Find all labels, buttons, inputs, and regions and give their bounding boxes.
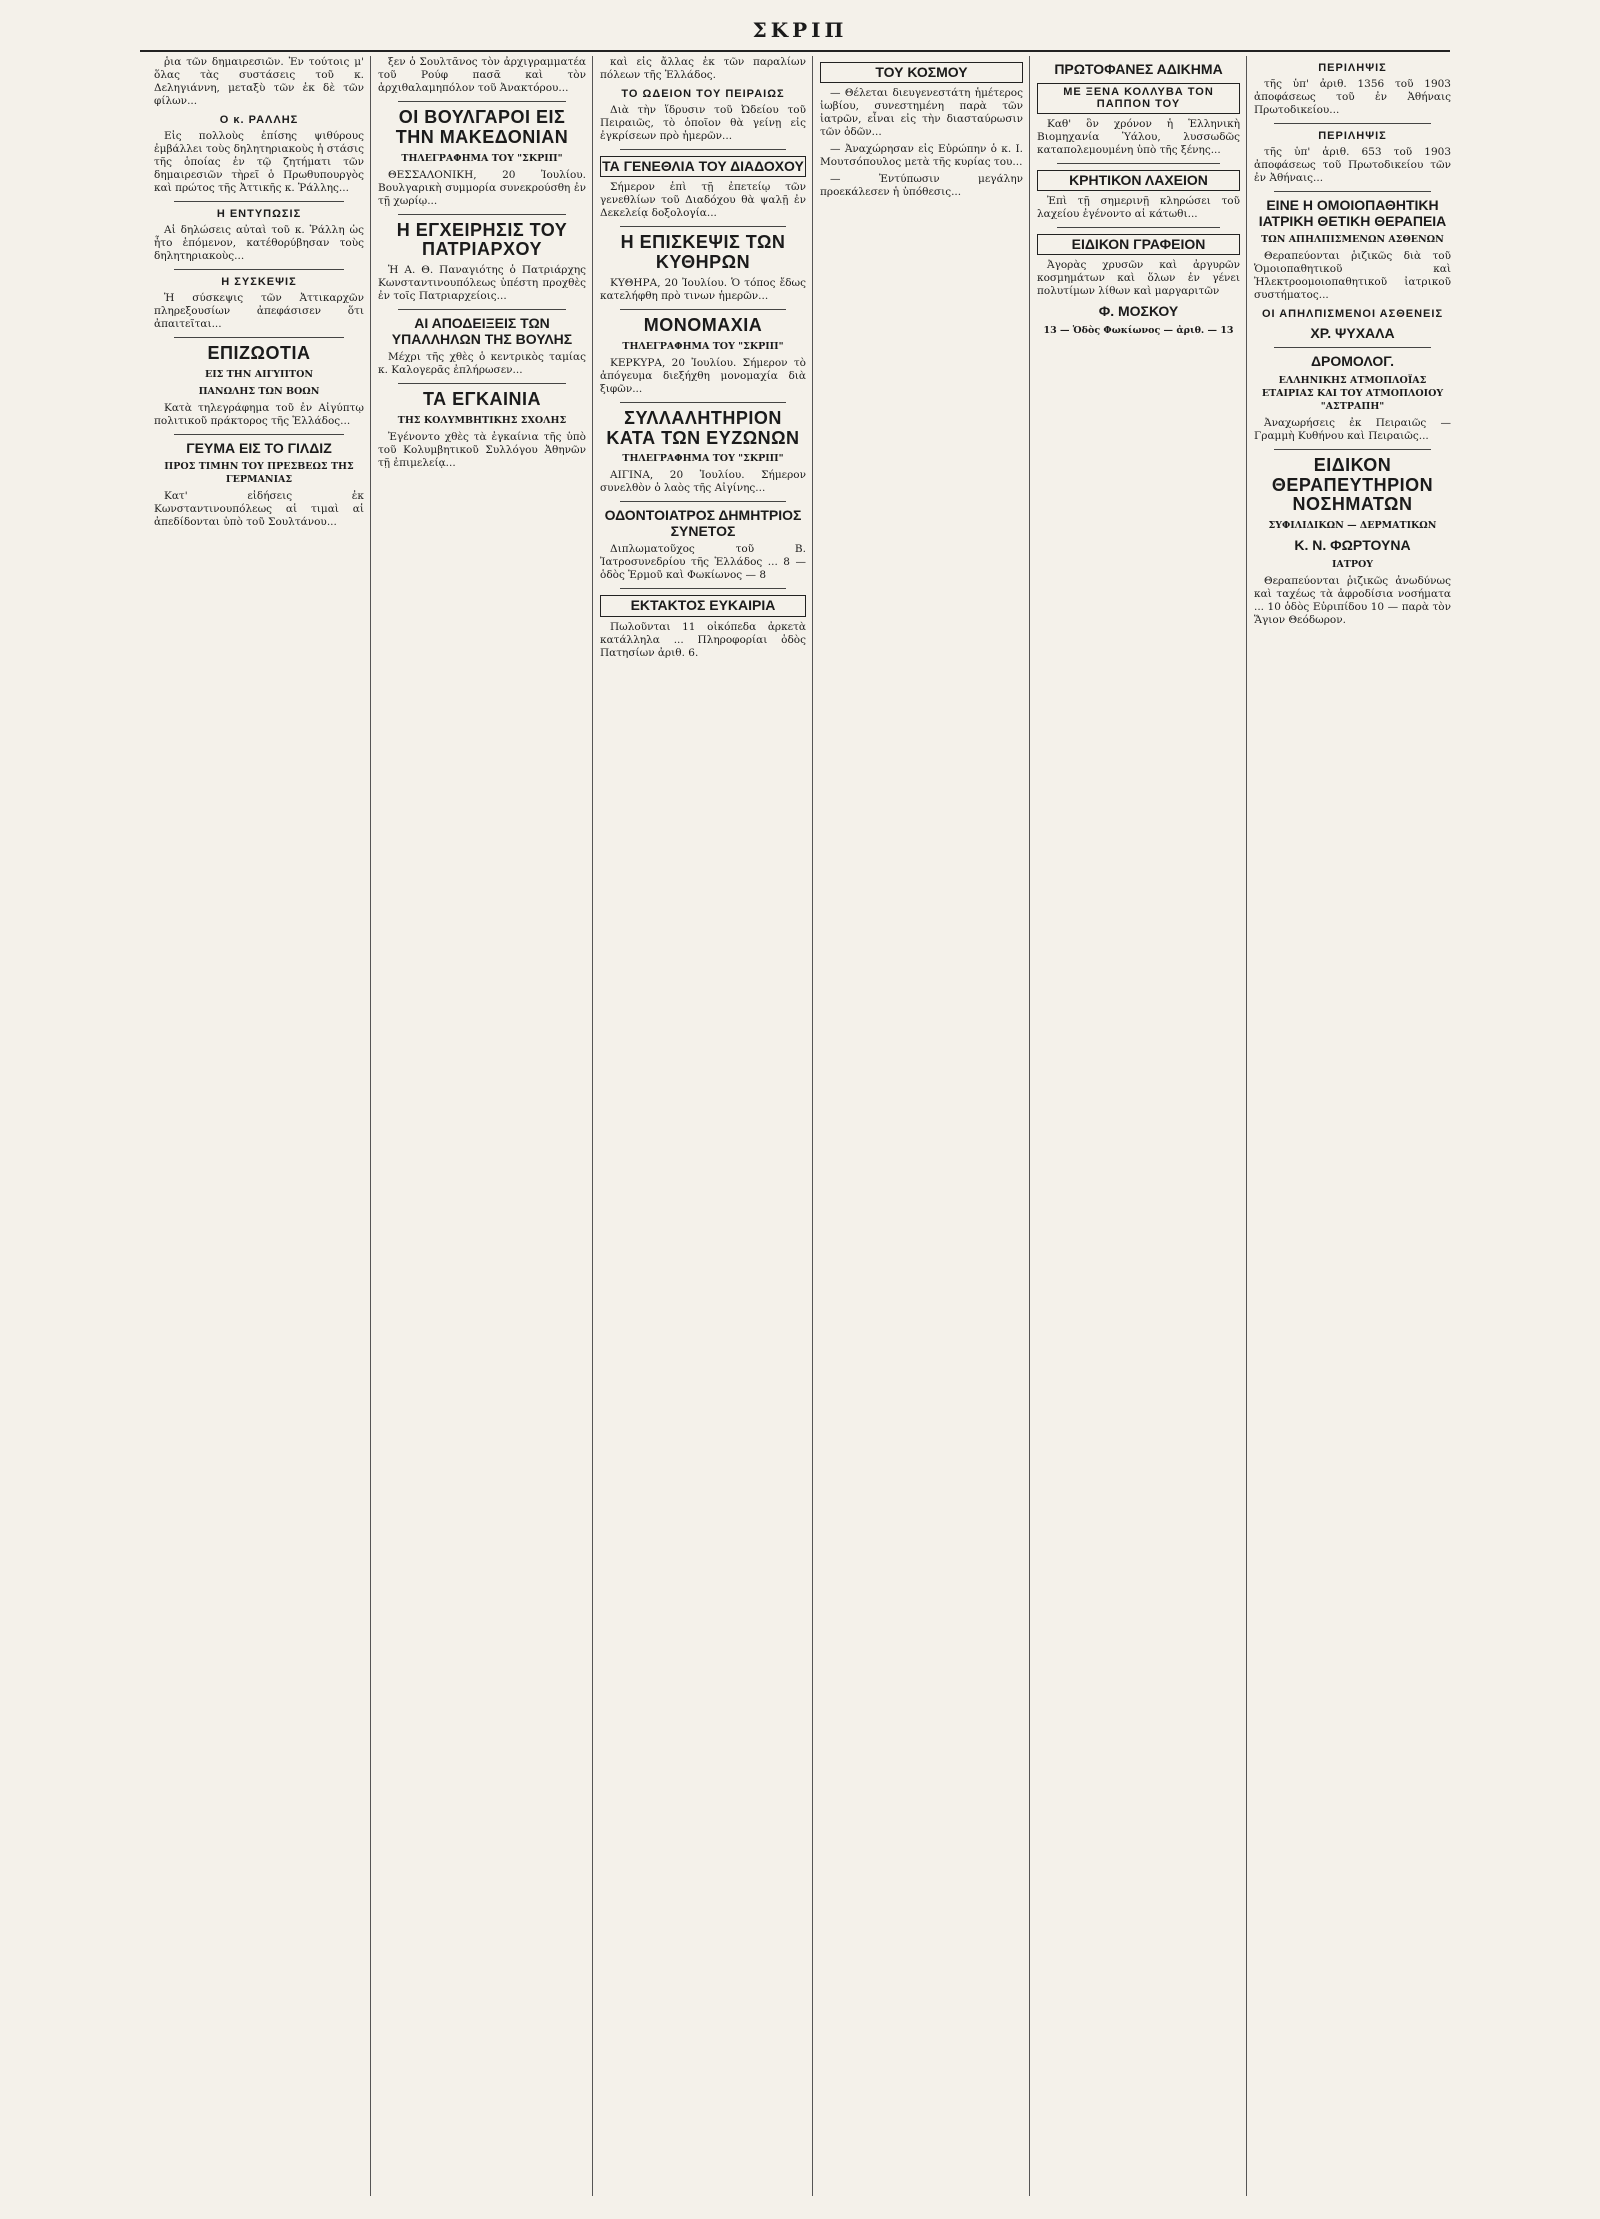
article-text: Ἡ σύσκεψις τῶν Ἀττικαρχῶν πληρεξουσίων ἀπεφάσισεν ὅτι ἀπαιτεῖται... [154, 292, 364, 331]
section-heading: Ο κ. ΡΑΛΛΗΣ [219, 114, 299, 126]
article-text: Σήμερον ἐπὶ τῇ ἐπετείῳ τῶν γενεθλίων τοῦ Διαδόχου θὰ ψαλῇ ἐν Δεκελείᾳ δοξολογία... [600, 181, 806, 220]
advertisement-text: Πωλοῦνται 11 οἰκόπεδα ἀρκετὰ κατάλληλα ... Πληροφορίαι ὁδὸς Πατησίων ἀριθ. 6. [600, 620, 806, 659]
article-subheading: ΤΗΛΕΓΡΑΦΗΜΑ ΤΟΥ "ΣΚΡΙΠ" [622, 453, 784, 465]
column-rule [370, 56, 371, 2196]
section-heading: Η ΕΝΤΥΠΩΣΙΣ [216, 208, 302, 221]
column-rule [1246, 56, 1247, 2196]
article-text: Ἐγένοντο χθὲς τὰ ἐγκαίνια τῆς ὑπὸ τοῦ Κολυμβητικοῦ Συλλόγου Ἀθηνῶν τῇ ἐπιμελείᾳ... [378, 430, 586, 469]
article-headline: ΓΕΥΜΑ ΕΙΣ ΤΟ ΓΙΛΔΙΖ [186, 440, 332, 457]
advertisement-headline: ΕΙΔΙΚΟΝ ΘΕΡΑΠΕΥΤΗΡΙΟΝ ΝΟΣΗΜΑΤΩΝ [1271, 454, 1434, 515]
article-subheading: ΕΙΣ ΤΗΝ ΑΙΓΥΠΤΟΝ [204, 369, 314, 381]
divider [398, 214, 566, 215]
article-headline: ΑΙ ΑΠΟΔΕΙΞΕΙΣ ΤΩΝ ΥΠΑΛΛΗΛΩΝ ΤΗΣ ΒΟΥΛΗΣ [391, 315, 573, 347]
divider [620, 149, 786, 150]
divider [620, 501, 786, 502]
article-subheading: ΤΗΛΕΓΡΑΦΗΜΑ ΤΟΥ "ΣΚΡΙΠ" [401, 152, 563, 164]
advertiser-name: Κ. Ν. ΦΩΡΤΟΥΝΑ [1294, 537, 1411, 554]
article-text: ΑΙΓΙΝΑ, 20 Ἰουλίου. Σήμερον συνελθὸν ὁ λαὸς τῆς Αἰγίνης... [600, 469, 806, 495]
advertisement-headline: ΟΔΟΝΤΟΙΑΤΡΟΣ ΔΗΜΗΤΡΙΟΣ ΣΥΝΕΤΟΣ [604, 507, 802, 539]
article-subheading: ΤΗΛΕΓΡΑΦΗΜΑ ΤΟΥ "ΣΚΡΙΠ" [622, 340, 784, 352]
advertisement-subheading: ΕΛΛΗΝΙΚΗΣ ΑΤΜΟΠΛΟΪΑΣ ΕΤΑΙΡΙΑΣ ΚΑΙ ΤΟΥ ΑΤΜΟΠΛΟΙΟΥ "ΑΣΤΡΑΠΗ" [1261, 374, 1444, 412]
article-headline: Η ΕΓΧΕΙΡΗΣΙΣ ΤΟΥ ΠΑΤΡΙΑΡΧΟΥ [396, 219, 568, 260]
divider [1274, 449, 1431, 450]
divider [174, 269, 344, 270]
section-heading: Η ΣΥΣΚΕΨΙΣ [221, 276, 297, 289]
divider [620, 309, 786, 310]
section-heading: ΤΟ ΩΔΕΙΟΝ ΤΟΥ ΠΕΙΡΑΙΩΣ [621, 88, 785, 100]
article-text: ΚΕΡΚΥΡΑ, 20 Ἰουλίου. Σήμερον τὸ ἀπόγευμα διεξήχθη μονομαχία διὰ ξιφῶν... [600, 356, 806, 395]
advertisement-text: Ἀναχωρήσεις ἐκ Πειραιῶς — Γραμμὴ Κυθήνου καὶ Πειραιῶς... [1254, 416, 1451, 442]
article-headline: ΚΡΗΤΙΚΟΝ ΛΑΧΕΙΟΝ [1037, 170, 1240, 191]
column-6 [1250, 56, 1455, 2206]
advertiser-address: 13 — Ὁδὸς Φωκίωνος — ἀριθ. — 13 [1043, 324, 1234, 336]
article-text: Ἐπὶ τῇ σημερινῇ κληρώσει τοῦ λαχείου ἐγένοντο αἱ κάτωθι... [1037, 194, 1240, 220]
section-heading: ΤΟΥ ΚΟΣΜΟΥ [820, 62, 1023, 83]
divider [620, 402, 786, 403]
article-text: Μέχρι τῆς χθὲς ὁ κεντρικὸς ταμίας κ. Καλογερᾶς ἐπλήρωσεν... [378, 350, 586, 376]
divider [174, 201, 344, 202]
advertiser-role: ΙΑΤΡΟΥ [1331, 558, 1374, 570]
article-text: Ἡ Α. Θ. Παναγιότης ὁ Πατριάρχης Κωνσταντινουπόλεως ὑπέστη προχθὲς ἐν τοῖς Πατριαρχείοις... [378, 264, 586, 303]
advertisement-subheading: ΤΩΝ ΑΠΗΛΠΙΣΜΕΝΩΝ ΑΣΘΕΝΩΝ [1261, 233, 1444, 245]
divider [620, 226, 786, 227]
article-subheading: ΤΗΣ ΚΟΛΥΜΒΗΤΙΚΗΣ ΣΧΟΛΗΣ [397, 414, 567, 426]
masthead: ΣΚΡΙΠ [752, 18, 848, 42]
column-rule [1029, 56, 1030, 2196]
article-text: — Ἀναχώρησαν εἰς Εὐρώπην ὁ κ. Ι. Μουτσόπουλος μετὰ τῆς κυρίας του... [820, 143, 1023, 169]
divider [398, 101, 566, 102]
advertisement-headline: ΔΡΟΜΟΛΟΓ. [1310, 353, 1395, 370]
advertiser-name: Φ. ΜΟΣΚΟΥ [1098, 303, 1179, 320]
article-headline: ΟΙ ΒΟΥΛΓΑΡΟΙ ΕΙΣ ΤΗΝ ΜΑΚΕΔΟΝΙΑΝ [395, 107, 569, 147]
article-headline: ΕΠΙΖΩΟΤΙΑ [207, 343, 311, 364]
advertisement-text: Θεραπεύονται ῥιζικῶς διὰ τοῦ Ὁμοιοπαθητικοῦ καὶ Ἠλεκτροομοιοπαθητικοῦ ἰατρικοῦ συστήματος... [1254, 249, 1451, 301]
advertisement-text: Θεραπεύονται ῥιζικῶς ἀνωδύνως καὶ ταχέως τὰ ἀφροδίσια νοσήματα ... 10 ὁδὸς Εὐριπίδου 10 — παρὰ τὸν Ἅγιον Θεόδωρον. [1254, 574, 1451, 626]
article-text: Αἱ δηλώσεις αὐταὶ τοῦ κ. Ῥάλλη ὡς ἦτο ἑπόμενον, κατέθορύβησαν τοὺς δηλητηριακοὺς... [154, 224, 364, 263]
article-text: Κατὰ τηλεγράφημα τοῦ ἐν Αἰγύπτῳ πολιτικοῦ πράκτορος τῆς Ἑλλάδος... [154, 402, 364, 428]
advertisement-headline: ΕΙΔΙΚΟΝ ΓΡΑΦΕΙΟΝ [1037, 234, 1240, 255]
divider [174, 434, 344, 435]
article-text: ξεν ὁ Σουλτᾶνος τὸν ἀρχιγραμματέα τοῦ Ρούφ πασᾶ καὶ τὸν ἀρχιθαλαμηπόλον τοῦ Ἀνακτόρου... [378, 56, 586, 94]
article-headline: ΤΑ ΕΓΚΑΙΝΙΑ [423, 388, 541, 409]
divider [174, 337, 344, 338]
column-4 [816, 56, 1027, 2206]
advertiser-name: ΧΡ. ΨΥΧΑΛΑ [1310, 325, 1395, 342]
advertisement-headline: ΕΚΤΑΚΤΟΣ ΕΥΚΑΙΡΙΑ [600, 595, 806, 616]
article-text: Καθ' ὃν χρόνον ἡ Ἑλληνικὴ Βιομηχανία Ὑάλου, λυσσωδῶς καταπολεμουμένη ὑπὸ τῆς ξένης... [1037, 117, 1240, 156]
column-rule [592, 56, 593, 2196]
section-heading: ΠΕΡΙΛΗΨΙΣ [1318, 62, 1387, 74]
article-text: ΘΕΣΣΑΛΟΝΙΚΗ, 20 Ἰουλίου. Βουλγαρικὴ συμμορία συνεκρούσθη ἐν τῇ χωρίῳ... [378, 168, 586, 207]
article-headline: Η ΕΠΙΣΚΕΨΙΣ ΤΩΝ ΚΥΘΗΡΩΝ [620, 232, 786, 273]
notice-text: τῆς ὑπ' ἀριθ. 1356 τοῦ 1903 ἀποφάσεως τοῦ ἐν Ἀθήναις Πρωτοδικείου... [1254, 78, 1451, 117]
article-headline: ΠΡΩΤΟΦΑΝΕΣ ΑΔΙΚΗΜΑ [1054, 61, 1223, 77]
article-text: Κατ' εἰδήσεις ἐκ Κωνσταντινουπόλεως αἱ τιμαὶ αἱ ἀπεδίδονται ὑπὸ τοῦ Σουλτάνου... [154, 490, 364, 529]
article-headline: ΤΑ ΓΕΝΕΘΛΙΑ ΤΟΥ ΔΙΑΔΟΧΟΥ [600, 156, 806, 177]
column-5 [1033, 56, 1244, 2206]
article-text: — Ἐντύπωσιν μεγάλην προεκάλεσεν ἡ ὑπόθεσις... [820, 173, 1023, 199]
article-subheading: ΜΕ ΞΕΝΑ ΚΟΛΛΥΒΑ ΤΟΝ ΠΑΠΠΟΝ ΤΟΥ [1037, 83, 1240, 113]
top-rule [140, 50, 1450, 52]
divider [1274, 347, 1431, 348]
article-text: καὶ εἰς ἄλλας ἐκ τῶν παραλίων πόλεων τῆς Ἑλλάδος. [600, 56, 806, 81]
advertisement-text: Διπλωματοῦχος τοῦ Β. Ἰατροσυνεδρίου τῆς Ἑλλάδος ... 8 — ὁδὸς Ἑρμοῦ καὶ Φωκίωνος — 8 [600, 543, 806, 582]
advertisement-headline: ΕΙΝΕ Η ΟΜΟΙΟΠΑΘΗΤΙΚΗ ΙΑΤΡΙΚΗ ΘΕΤΙΚΗ ΘΕΡΑΠΕΙΑ [1258, 197, 1447, 229]
divider [398, 309, 566, 310]
divider [1274, 191, 1431, 192]
article-text: Εἰς πολλοὺς ἐπίσης ψιθύρους ἐμβάλλει τοὺς δηλητηριακοὺς ἡ στάσις τῆς ὁποίας ἐν τῷ ζητήματι τῶν δημαιρεσιῶν τὴρεῖ ὁ Πρωθυπουργὸς καὶ πρώτος τῆς Ἀττικῆς κ. Ῥάλλης... [154, 130, 364, 195]
article-headline: ΜΟΝΟΜΑΧΙΑ [643, 315, 763, 336]
article-subheading: ΠΑΝΩΛΗΣ ΤΩΝ ΒΟΩΝ [198, 386, 320, 398]
column-3 [596, 56, 810, 2206]
divider [620, 588, 786, 589]
advertisement-headline: ΟΙ ΑΠΗΛΠΙΣΜΕΝΟΙ ΑΣΘΕΝΕΙΣ [1261, 307, 1444, 320]
notice-text: τῆς ὑπ' ἀριθ. 653 τοῦ 1903 ἀποφάσεως τοῦ Πρωτοδικείου τῶν ἐν Ἀθήναις... [1254, 146, 1451, 185]
article-text: ΚΥΘΗΡΑ, 20 Ἰουλίου. Ὁ τόπος ἔδως κατελήφθη πρὸ τινων ἡμερῶν... [600, 277, 806, 303]
divider [398, 383, 566, 384]
article-text: Διὰ τὴν ἵδρυσιν τοῦ Ὠδείου τοῦ Πειραιῶς, τὸ ὁποῖον θὰ γείνῃ εἰς ἐγκρίσεων πρὸ ἡμερῶν... [600, 104, 806, 143]
article-headline: ΣΥΛΛΑΛΗΤΗΡΙΟΝ ΚΑΤΑ ΤΩΝ ΕΥΖΩΝΩΝ [606, 407, 800, 448]
section-heading: ΠΕΡΙΛΗΨΙΣ [1318, 130, 1387, 143]
column-rule [812, 56, 813, 2196]
column-1 [150, 56, 368, 2206]
divider [1057, 163, 1220, 164]
article-subheading: ΠΡΟΣ ΤΙΜΗΝ ΤΟΥ ΠΡΕΣΒΕΩΣ ΤΗΣ ΓΕΡΜΑΝΙΑΣ [164, 461, 354, 486]
divider [1057, 227, 1220, 228]
column-2 [374, 56, 590, 2206]
advertisement-subheading: ΣΥΦΙΛΙΔΙΚΩΝ — ΔΕΡΜΑΤΙΚΩΝ [1268, 520, 1437, 532]
article-text: — Θέλεται διευγενεστάτη ἡμέτερος ἰωβίου, συνεστημένη παρὰ τῶν ἰατρῶν, εἶναι εἰς τὴν διασταύρωσιν τῶν ὁδῶν... [820, 87, 1023, 139]
divider [1274, 123, 1431, 124]
advertisement-text: Ἀγορὰς χρυσῶν καὶ ἀργυρῶν κοσμημάτων καὶ ὅλων ἐν γένει πολυτίμων λίθων καὶ μαργαριτῶν [1037, 259, 1240, 298]
article-text: ῥια τῶν δημαιρεσιῶν. Ἐν τούτοις μ' ὅλας τὰς συστάσεις τοῦ κ. Δεληγιάννη, μεταξὺ τῶν ἐκ δὲ τῶν φίλων... [154, 56, 364, 107]
